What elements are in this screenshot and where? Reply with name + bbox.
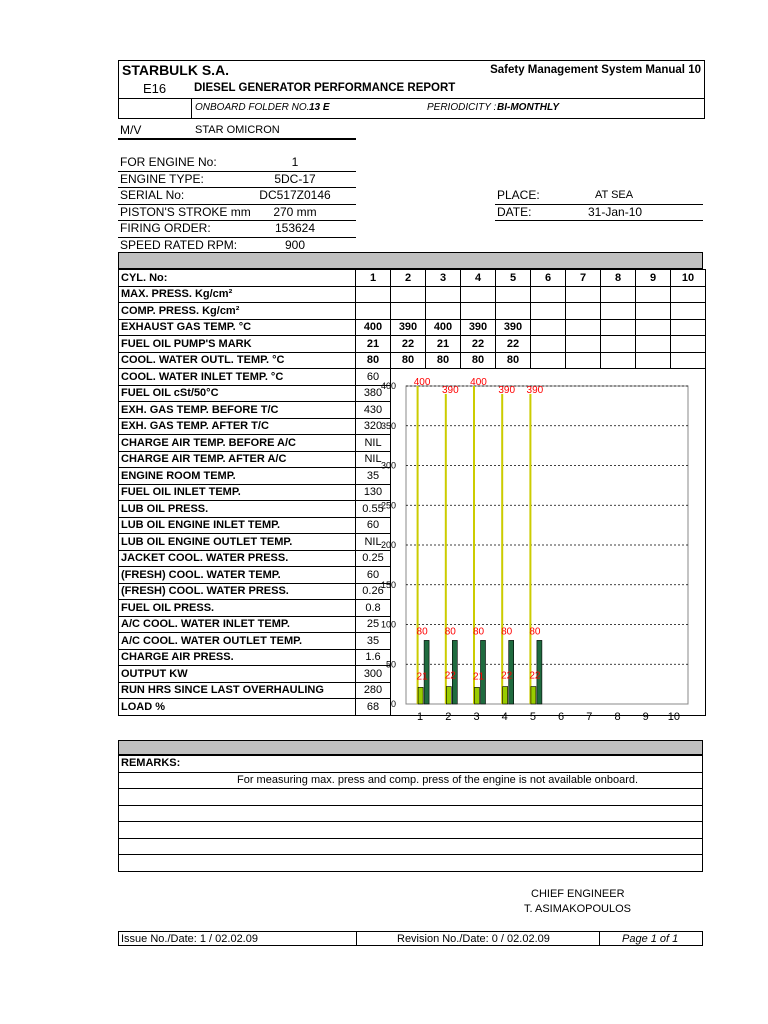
row-value: 380 xyxy=(356,385,391,402)
row-label: LOAD % xyxy=(119,699,356,716)
cyl-value: 22 xyxy=(391,336,426,353)
cyl-value xyxy=(566,303,601,320)
report-header xyxy=(118,60,705,119)
cyl-value: 80 xyxy=(356,352,391,369)
row-label: ENGINE ROOM TEMP. xyxy=(119,468,356,485)
row-label: FUEL OIL INLET TEMP. xyxy=(119,484,356,501)
x-tick-label: 1 xyxy=(417,711,424,723)
engine-info-value: 900 xyxy=(284,237,306,252)
row-value: 25 xyxy=(356,616,391,633)
row-label: CHARGE AIR PRESS. xyxy=(119,649,356,666)
row-value: 1.6 xyxy=(356,649,391,666)
cyl-number: 2 xyxy=(391,270,426,287)
fuel-bar xyxy=(531,687,536,704)
row-value: 0.25 xyxy=(356,550,391,567)
cyl-value: 390 xyxy=(496,319,531,336)
row-value: 60 xyxy=(356,567,391,584)
row-value: 300 xyxy=(356,666,391,683)
cyl-value xyxy=(566,336,601,353)
exh-label: 390 xyxy=(441,384,459,396)
form-title: DIESEL GENERATOR PERFORMANCE REPORT xyxy=(194,82,456,94)
row-label: (FRESH) COOL. WATER PRESS. xyxy=(119,583,356,600)
revision-info: Revision No./Date: 0 / 02.02.09 xyxy=(397,933,550,945)
y-tick-label: 100 xyxy=(380,619,396,630)
cyl-value xyxy=(671,352,706,369)
fuel-bar xyxy=(503,687,508,704)
cyl-value xyxy=(601,352,636,369)
cyl-value xyxy=(496,303,531,320)
cool-label: 80 xyxy=(529,626,541,638)
exh-label: 390 xyxy=(498,384,516,396)
row-value: 130 xyxy=(356,484,391,501)
x-tick-label: 10 xyxy=(667,711,681,723)
row-value: 35 xyxy=(356,633,391,650)
place-value: AT SEA xyxy=(595,189,634,201)
cool-label: 80 xyxy=(444,626,456,638)
cyl-value xyxy=(671,303,706,320)
fuel-label: 21 xyxy=(472,671,485,683)
cyl-value: 400 xyxy=(356,319,391,336)
fuel-bar xyxy=(418,687,423,704)
row-label: JACKET COOL. WATER PRESS. xyxy=(119,550,356,567)
folder-label: ONBOARD FOLDER NO. xyxy=(195,102,310,113)
cyl-value xyxy=(601,286,636,303)
engine-info-value: DC517Z0146 xyxy=(259,188,331,202)
cyl-value xyxy=(531,336,566,353)
signature-name: T. ASIMAKOPOULOS xyxy=(524,903,631,915)
y-tick-label: 300 xyxy=(380,460,396,471)
cyl-value xyxy=(636,336,671,353)
y-tick-label: 400 xyxy=(380,381,396,391)
exh-label: 400 xyxy=(413,377,431,388)
row-label: LUB OIL ENGINE INLET TEMP. xyxy=(119,517,356,534)
fuel-bar xyxy=(475,687,480,704)
cyl-value xyxy=(391,303,426,320)
folder-value: 13 E xyxy=(309,102,330,113)
row-label: (FRESH) COOL. WATER TEMP. xyxy=(119,567,356,584)
footer xyxy=(118,931,703,946)
table-row xyxy=(119,336,706,353)
row-label: OUTPUT KW xyxy=(119,666,356,683)
x-tick-label: 2 xyxy=(445,711,452,723)
cyl-value: 390 xyxy=(391,319,426,336)
cyl-header: CYL. No: xyxy=(119,270,356,287)
row-value: 68 xyxy=(356,699,391,716)
row-value: 35 xyxy=(356,468,391,485)
fuel-label: 22 xyxy=(444,670,456,682)
exh-bar xyxy=(417,386,419,704)
y-tick-label: 0 xyxy=(390,699,396,709)
cyl-value xyxy=(636,319,671,336)
row-label: EXHAUST GAS TEMP. °C xyxy=(119,319,356,336)
y-tick-label: 200 xyxy=(380,540,396,550)
engine-info-label: FIRING ORDER: xyxy=(120,221,211,235)
date-value: 31-Jan-10 xyxy=(588,205,643,219)
cyl-value xyxy=(531,303,566,320)
exh-bar xyxy=(473,386,475,704)
cyl-value xyxy=(671,336,706,353)
cyl-value xyxy=(496,286,531,303)
row-value: 60 xyxy=(356,517,391,534)
cyl-value xyxy=(636,303,671,320)
engine-info-label: SERIAL No: xyxy=(120,188,185,202)
cool-label: 80 xyxy=(472,626,485,638)
cyl-value: 390 xyxy=(461,319,496,336)
cyl-value xyxy=(461,286,496,303)
engine-info-value: 5DC-17 xyxy=(274,171,316,186)
row-value: 430 xyxy=(356,402,391,419)
row-label: FUEL OIL PRESS. xyxy=(119,600,356,617)
cyl-number: 5 xyxy=(496,270,531,287)
fuel-label: 21 xyxy=(416,671,428,683)
periodicity-label: PERIODICITY : xyxy=(427,102,497,113)
vessel-name: STAR OMICRON xyxy=(195,124,280,136)
remarks-label: REMARKS: xyxy=(121,757,181,769)
vessel-label: M/V xyxy=(120,123,142,137)
exhaust-chart xyxy=(356,373,703,731)
cyl-number: 1 xyxy=(356,270,391,287)
cyl-value: 80 xyxy=(426,352,461,369)
issue-info: Issue No./Date: 1 / 02.02.09 xyxy=(121,933,258,945)
row-label: COMP. PRESS. Kg/cm² xyxy=(119,303,356,320)
row-value: 60 xyxy=(356,369,391,386)
cyl-value xyxy=(531,286,566,303)
cyl-number: 9 xyxy=(636,270,671,287)
date-label: DATE: xyxy=(497,205,532,219)
row-label: FUEL OIL PUMP'S MARK xyxy=(119,336,356,353)
x-tick-label: 8 xyxy=(614,711,621,723)
row-label: LUB OIL PRESS. xyxy=(119,501,356,518)
engine-info-label: ENGINE TYPE: xyxy=(120,171,204,186)
row-label: FUEL OIL cSt/50°C xyxy=(119,385,356,402)
shaded-band xyxy=(118,252,703,269)
row-label: EXH. GAS TEMP. BEFORE T/C xyxy=(119,402,356,419)
row-value: 0.8 xyxy=(356,600,391,617)
row-value: 0.55 xyxy=(356,501,391,518)
x-tick-label: 9 xyxy=(642,711,649,723)
x-tick-label: 5 xyxy=(529,711,536,723)
cyl-value: 400 xyxy=(426,319,461,336)
engine-info-label: SPEED RATED RPM: xyxy=(120,237,238,252)
table-header-row xyxy=(119,270,706,287)
cyl-value xyxy=(601,336,636,353)
cyl-value xyxy=(566,352,601,369)
engine-info-label: PISTON'S STROKE mm xyxy=(120,204,251,219)
cyl-number: 3 xyxy=(426,270,461,287)
row-label: A/C COOL. WATER OUTLET TEMP. xyxy=(119,633,356,650)
cyl-value xyxy=(391,286,426,303)
cyl-number: 8 xyxy=(601,270,636,287)
company-name: STARBULK S.A. xyxy=(122,62,230,78)
cyl-value: 21 xyxy=(356,336,391,353)
form-code: E16 xyxy=(143,81,167,96)
cyl-value xyxy=(531,319,566,336)
cyl-value xyxy=(671,286,706,303)
row-value: 280 xyxy=(356,682,391,699)
exh-bar xyxy=(529,394,531,704)
row-label: CHARGE AIR TEMP. BEFORE A/C xyxy=(119,435,356,452)
cyl-value: 80 xyxy=(391,352,426,369)
cyl-value: 80 xyxy=(461,352,496,369)
periodicity-value: BI-MONTHLY xyxy=(497,102,560,113)
row-value: NIL xyxy=(356,435,391,452)
cyl-number: 7 xyxy=(566,270,601,287)
cool-label: 80 xyxy=(501,626,513,638)
row-label: MAX. PRESS. Kg/cm² xyxy=(119,286,356,303)
cyl-value xyxy=(566,286,601,303)
y-tick-label: 150 xyxy=(380,579,396,590)
remarks-text: For measuring max. press and comp. press of the engine is not available onboard. xyxy=(237,773,639,786)
x-tick-label: 4 xyxy=(501,711,508,723)
fuel-label: 22 xyxy=(529,670,541,682)
cyl-value xyxy=(461,303,496,320)
cyl-number: 4 xyxy=(461,270,496,287)
row-value: NIL xyxy=(356,534,391,551)
row-label: A/C COOL. WATER INLET TEMP. xyxy=(119,616,356,633)
cyl-value xyxy=(566,319,601,336)
engine-info-value: 1 xyxy=(291,155,299,169)
row-label: COOL. WATER INLET TEMP. °C xyxy=(119,369,356,386)
remarks-box xyxy=(118,755,703,872)
cyl-number: 10 xyxy=(671,270,706,287)
manual-title: Safety Management System Manual 10 xyxy=(490,64,701,76)
row-label: COOL. WATER OUTL. TEMP. °C xyxy=(119,352,356,369)
exh-label: 390 xyxy=(526,384,544,396)
cyl-value: 22 xyxy=(461,336,496,353)
shaded-band-bottom xyxy=(118,740,703,755)
cyl-value xyxy=(356,303,391,320)
engine-info-value: 153624 xyxy=(274,221,316,235)
cyl-value xyxy=(636,352,671,369)
table-row xyxy=(119,352,706,369)
y-tick-label: 350 xyxy=(380,420,396,431)
cyl-value: 22 xyxy=(496,336,531,353)
fuel-label: 22 xyxy=(501,670,513,682)
place-label: PLACE: xyxy=(497,188,540,202)
row-value: 320 xyxy=(356,418,391,435)
cyl-value: 21 xyxy=(426,336,461,353)
exh-bar xyxy=(445,394,447,704)
row-value: NIL xyxy=(356,451,391,468)
row-value: 0.26 xyxy=(356,583,391,600)
fuel-bar xyxy=(446,687,451,704)
cyl-value xyxy=(601,319,636,336)
x-tick-label: 3 xyxy=(473,711,480,723)
cyl-value xyxy=(671,319,706,336)
cyl-value xyxy=(531,352,566,369)
row-label: RUN HRS SINCE LAST OVERHAULING xyxy=(119,682,356,699)
cyl-value: 80 xyxy=(496,352,531,369)
y-tick-label: 250 xyxy=(380,500,396,511)
cyl-value xyxy=(356,286,391,303)
row-label: LUB OIL ENGINE OUTLET TEMP. xyxy=(119,534,356,551)
engine-info-value: 270 mm xyxy=(273,204,317,219)
x-tick-label: 7 xyxy=(586,711,593,723)
cyl-number: 6 xyxy=(531,270,566,287)
signature-title: CHIEF ENGINEER xyxy=(531,888,625,900)
row-label: EXH. GAS TEMP. AFTER T/C xyxy=(119,418,356,435)
x-tick-label: 6 xyxy=(558,711,565,723)
y-tick-label: 50 xyxy=(385,659,396,670)
exh-bar xyxy=(501,394,503,704)
cyl-value xyxy=(636,286,671,303)
cyl-value xyxy=(426,303,461,320)
engine-info-label: FOR ENGINE No: xyxy=(120,155,217,169)
cool-label: 80 xyxy=(416,626,428,638)
table-row xyxy=(119,286,706,303)
cyl-value xyxy=(426,286,461,303)
row-label: CHARGE AIR TEMP. AFTER A/C xyxy=(119,451,356,468)
page-info: Page 1 of 1 xyxy=(622,933,679,945)
table-row xyxy=(119,303,706,320)
exh-label: 400 xyxy=(470,377,487,388)
cyl-value xyxy=(601,303,636,320)
table-row xyxy=(119,319,706,336)
